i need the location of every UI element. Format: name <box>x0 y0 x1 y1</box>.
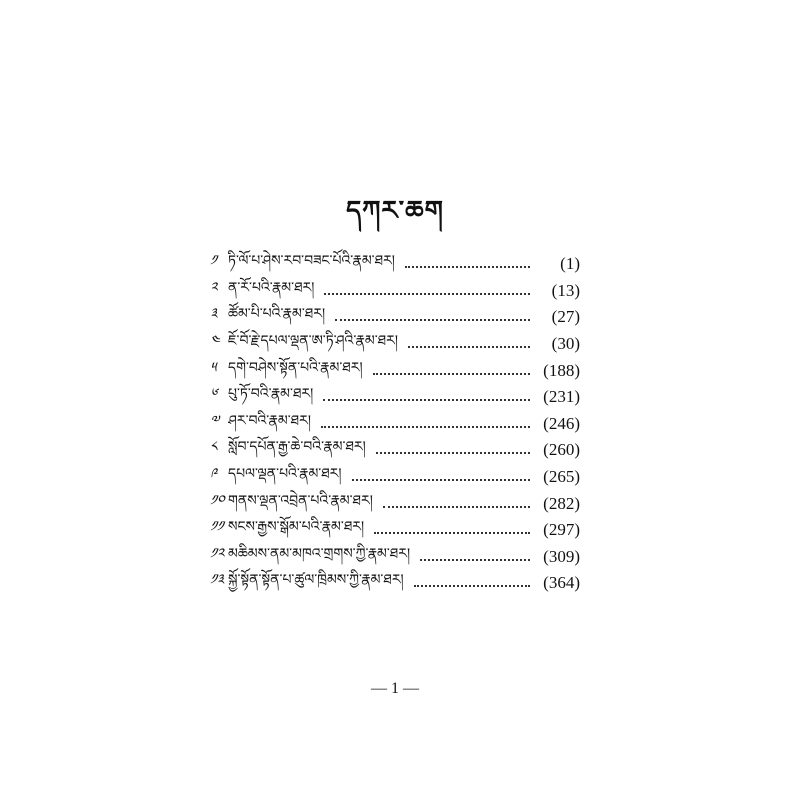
toc-entry-title: སངས་རྒྱས་སྒོམ་པའི་རྣམ་ཐར། <box>228 519 365 536</box>
toc-entry-page: (260) <box>543 440 580 460</box>
toc-entry-number: ༩ <box>210 466 218 483</box>
toc-entry-title: གནས་ལྡན་འབྲེན་པའི་རྣམ་ཐར། <box>228 492 373 509</box>
toc-entry-page: (364) <box>543 573 580 593</box>
toc-entry-page: (30) <box>551 334 580 354</box>
toc-entry-page: (309) <box>543 546 580 566</box>
toc-entry-page: (231) <box>543 387 580 407</box>
toc-entry-page: (282) <box>543 493 580 513</box>
toc-entry-number: ༢ <box>210 279 218 296</box>
toc-entry-number: ༡༡ <box>210 519 224 536</box>
toc-entry-title: ཇོ་བོ་རྗེ་དཔལ་ལྡན་ཨ་ཏི་ཤའི་རྣམ་ཐར། <box>228 333 398 350</box>
toc-entry-title: ཏི་ལོ་པ་ཤེས་རབ་བཟང་པོའི་རྣམ་ཐར། <box>228 253 395 270</box>
toc-entry-number: ༡༠ <box>210 492 225 509</box>
page-title: དཀར་ཆག <box>346 196 444 226</box>
toc-entry-title: མཆིམས་ནམ་མཁའ་གྲགས་ཀྱི་རྣམ་ཐར། <box>228 545 411 562</box>
toc-entry-page: (13) <box>551 280 580 300</box>
toc-entry-number: ༨ <box>210 439 218 456</box>
toc-dot-leader <box>414 585 530 587</box>
toc-dot-leader <box>374 532 530 534</box>
toc-entry-title: སྐྱོ་སྟོན་སྟོན་པ་ཚུལ་ཁྲིམས་ཀྱི་རྣམ་ཐར། <box>228 572 404 589</box>
toc-entry-number: ༡ <box>210 253 217 270</box>
toc-dot-leader <box>321 426 530 428</box>
toc-entry <box>210 570 580 597</box>
toc-entry-number: ༣ <box>210 306 218 323</box>
toc-dot-leader <box>324 293 530 295</box>
toc-entry-number: ༡༢ <box>210 545 225 562</box>
toc-dot-leader <box>405 266 530 268</box>
toc-entry-title: སློབ་དཔོན་རྒྱ་ཆེ་བའི་རྣམ་ཐར། <box>228 439 366 456</box>
toc-entry-page: (188) <box>543 360 580 380</box>
toc-entry-page: (1) <box>560 254 580 274</box>
toc-entry-number: ༡༣ <box>210 572 224 589</box>
toc-dot-leader <box>352 479 530 481</box>
toc-entry-number: ༧ <box>210 412 219 429</box>
toc-entry-title: དགེ་བཤེས་སྟོན་པའི་རྣམ་ཐར། <box>228 359 363 376</box>
toc-dot-leader <box>420 559 530 561</box>
toc-dot-leader <box>376 452 530 454</box>
toc-entry-page: (27) <box>551 307 580 327</box>
table-of-contents <box>210 251 580 597</box>
toc-entry-title: དཔལ་ལྡན་པའི་རྣམ་ཐར། <box>228 466 342 483</box>
toc-entry-page: (297) <box>543 520 580 540</box>
toc-dot-leader <box>335 319 530 321</box>
toc-entry-title: ཤར་བའི་རྣམ་ཐར། <box>228 412 311 429</box>
toc-entry-page: (265) <box>543 467 580 487</box>
toc-dot-leader <box>323 399 530 401</box>
toc-dot-leader <box>408 346 530 348</box>
toc-entry-number: ༥ <box>210 359 217 376</box>
toc-entry-number: ༦ <box>210 386 218 403</box>
toc-entry-title: པུ་ཏོ་བའི་རྣམ་ཐར། <box>228 386 314 403</box>
toc-dot-leader <box>373 373 530 375</box>
toc-dot-leader <box>383 506 530 508</box>
toc-entry-number: ༤ <box>210 333 220 350</box>
toc-entry-page: (246) <box>543 413 580 433</box>
toc-entry-title: ན་རོ་པའི་རྣམ་ཐར། <box>228 279 315 296</box>
toc-entry-title: ཚོམ་པི་པའི་རྣམ་ཐར། <box>228 306 326 323</box>
page-number: — 1 — <box>371 680 419 697</box>
